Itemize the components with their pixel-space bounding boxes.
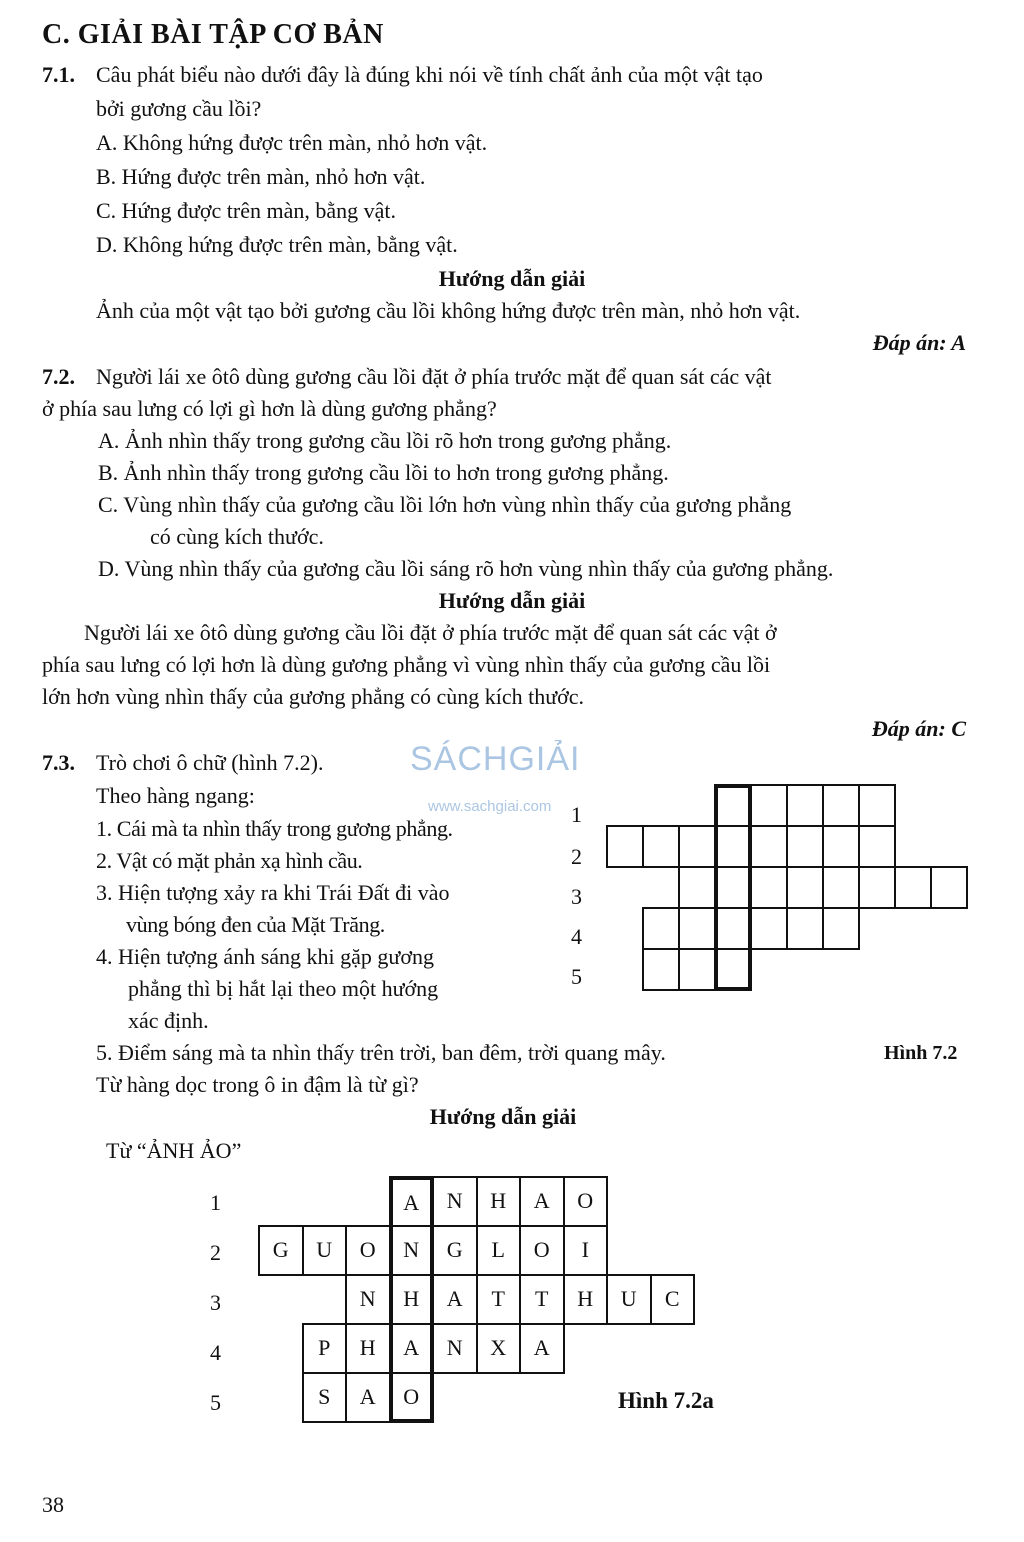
crossword-letter-cell: O bbox=[519, 1225, 565, 1276]
question-7-2-stem-line1: Người lái xe ôtô dùng gương cầu lồi đặt ở phía trước mặt để quan sát các vật bbox=[96, 364, 772, 389]
crossword-letter-cell: A bbox=[519, 1323, 565, 1374]
question-number-7-3: 7.3. bbox=[42, 750, 75, 775]
crossword-letter-cell: X bbox=[476, 1323, 522, 1374]
crossword-letter-cell: A bbox=[389, 1176, 435, 1227]
section-title: C. GIẢI BÀI TẬP CƠ BẢN bbox=[42, 19, 384, 50]
crossword-cell bbox=[822, 825, 860, 868]
crossword-letter-cell: A bbox=[389, 1323, 435, 1374]
answer-7-2: Đáp án: C bbox=[871, 716, 966, 741]
crossword-cell bbox=[642, 907, 680, 950]
crossword-cell bbox=[750, 866, 788, 909]
solution-7-1: Ảnh của một vật tạo bởi gương cầu lồi không hứng được trên màn, nhỏ hơn vật. bbox=[96, 298, 801, 323]
solution-7-2-line3: lớn hơn vùng nhìn thấy của gương phẳng có cùng kích thước. bbox=[42, 684, 585, 709]
question-7-2-stem-line2: ở phía sau lưng có lợi gì hơn là dùng gương phẳng? bbox=[42, 396, 497, 421]
watermark-url: www.sachgiai.com bbox=[428, 798, 552, 815]
crossword-letter-cell: T bbox=[519, 1274, 565, 1325]
crossword-letter-cell: U bbox=[606, 1274, 652, 1325]
crossword-letter-cell: N bbox=[389, 1225, 435, 1276]
question-7-2-option-a: A. Ảnh nhìn thấy trong gương cầu lồi rõ hơn trong gương phẳng. bbox=[98, 428, 672, 453]
crossword-letter-cell: A bbox=[519, 1176, 565, 1227]
crossword-cell bbox=[678, 866, 716, 909]
clue-2: 2. Vật có mặt phản xạ hình cầu. bbox=[96, 848, 363, 873]
crossword-letter-cell: S bbox=[302, 1372, 348, 1423]
question-number-7-2: 7.2. bbox=[42, 364, 75, 389]
crossword-cell bbox=[858, 784, 896, 827]
crossword-cell bbox=[642, 948, 680, 991]
row-number-4: 4 bbox=[571, 924, 582, 949]
crossword-cell bbox=[894, 866, 932, 909]
crossword-letter-cell: L bbox=[476, 1225, 522, 1276]
crossword-cell bbox=[822, 866, 860, 909]
row-number-3: 3 bbox=[571, 884, 582, 909]
crossword-cell bbox=[786, 866, 824, 909]
answer-7-1: Đáp án: A bbox=[872, 330, 966, 355]
answer-word: Từ “ẢNH ẢO” bbox=[106, 1138, 242, 1163]
crossword-cell bbox=[786, 907, 824, 950]
question-7-2-option-c-line2: có cùng kích thước. bbox=[150, 524, 324, 549]
clue-3-line1: 3. Hiện tượng xảy ra khi Trái Đất đi vào bbox=[96, 880, 450, 905]
question-7-1-option-d: D. Không hứng được trên màn, bằng vật. bbox=[96, 232, 458, 257]
answer-row-number-4: 4 bbox=[210, 1340, 221, 1365]
figure-caption-7-2a: Hình 7.2a bbox=[618, 1388, 714, 1413]
page-number: 38 bbox=[42, 1492, 64, 1517]
crossword-cell bbox=[822, 907, 860, 950]
question-7-1-option-a: A. Không hứng được trên màn, nhỏ hơn vật. bbox=[96, 130, 488, 155]
question-7-1-option-b: B. Hứng được trên màn, nhỏ hơn vật. bbox=[96, 164, 426, 189]
watermark-brand: SÁCHGIẢI bbox=[410, 740, 581, 778]
vertical-question: Từ hàng dọc trong ô in đậm là từ gì? bbox=[96, 1072, 419, 1097]
crossword-letter-cell: O bbox=[563, 1176, 609, 1227]
crossword-empty-grid bbox=[606, 784, 970, 990]
solution-7-2-line2: phía sau lưng có lợi hơn là dùng gương phẳng vì vùng nhìn thấy của gương cầu lồi bbox=[42, 652, 771, 677]
crossword-cell bbox=[750, 907, 788, 950]
clue-5: 5. Điểm sáng mà ta nhìn thấy trên trời, ban đêm, trời quang mây. bbox=[96, 1040, 666, 1065]
question-7-2-option-d: D. Vùng nhìn thấy của gương cầu lồi sáng rõ hơn vùng nhìn thấy của gương phẳng. bbox=[98, 556, 834, 581]
crossword-cell bbox=[678, 825, 716, 868]
crossword-cell bbox=[678, 907, 716, 950]
answer-row-number-5: 5 bbox=[210, 1390, 221, 1415]
question-7-2-option-c-line1: C. Vùng nhìn thấy của gương cầu lồi lớn hơn vùng nhìn thấy của gương phẳng bbox=[98, 492, 792, 517]
clue-4-line3: xác định. bbox=[128, 1008, 209, 1033]
guide-title-7-1: Hướng dẫn giải bbox=[438, 266, 586, 291]
crossword-letter-cell: N bbox=[432, 1176, 478, 1227]
crossword-cell bbox=[786, 825, 824, 868]
crossword-letter-cell: O bbox=[389, 1372, 435, 1423]
crossword-cell bbox=[786, 784, 824, 827]
crossword-letter-cell: H bbox=[476, 1176, 522, 1227]
crossword-letter-cell: C bbox=[650, 1274, 696, 1325]
row-number-5: 5 bbox=[571, 964, 582, 989]
row-number-2: 2 bbox=[571, 844, 582, 869]
question-number-7-1: 7.1. bbox=[42, 62, 75, 87]
clue-4-line2: phẳng thì bị hắt lại theo một hướng bbox=[128, 976, 439, 1001]
answer-row-number-3: 3 bbox=[210, 1290, 221, 1315]
crossword-letter-cell: U bbox=[302, 1225, 348, 1276]
figure-caption-7-2: Hình 7.2 bbox=[884, 1042, 958, 1064]
crossword-letter-cell: G bbox=[258, 1225, 304, 1276]
guide-title-7-2: Hướng dẫn giải bbox=[438, 588, 586, 613]
crossword-letter-cell: G bbox=[432, 1225, 478, 1276]
crossword-cell bbox=[822, 784, 860, 827]
crossword-cell bbox=[714, 784, 752, 827]
horizontal-heading: Theo hàng ngang: bbox=[96, 783, 255, 808]
crossword-letter-cell: A bbox=[432, 1274, 478, 1325]
question-7-2-option-b: B. Ảnh nhìn thấy trong gương cầu lồi to hơn trong gương phẳng. bbox=[98, 460, 669, 485]
guide-title-7-3: Hướng dẫn giải bbox=[429, 1104, 577, 1129]
crossword-letter-cell: N bbox=[345, 1274, 391, 1325]
crossword-cell bbox=[714, 825, 752, 868]
crossword-letter-cell: H bbox=[563, 1274, 609, 1325]
answer-row-number-1: 1 bbox=[210, 1190, 221, 1215]
question-7-1-option-c: C. Hứng được trên màn, bằng vật. bbox=[96, 198, 397, 223]
clue-4-line1: 4. Hiện tượng ánh sáng khi gặp gương bbox=[96, 944, 434, 969]
solution-7-2-line1: Người lái xe ôtô dùng gương cầu lồi đặt ở phía trước mặt để quan sát các vật ở bbox=[84, 620, 777, 645]
crossword-cell bbox=[930, 866, 968, 909]
crossword-letter-cell: H bbox=[345, 1323, 391, 1374]
crossword-cell bbox=[678, 948, 716, 991]
crossword-cell bbox=[642, 825, 680, 868]
crossword-letter-cell: T bbox=[476, 1274, 522, 1325]
clue-1: 1. Cái mà ta nhìn thấy trong gương phẳng. bbox=[96, 816, 453, 841]
crossword-letter-cell: N bbox=[432, 1323, 478, 1374]
crossword-letter-cell: O bbox=[345, 1225, 391, 1276]
crossword-cell bbox=[750, 784, 788, 827]
crossword-letter-cell: H bbox=[389, 1274, 435, 1325]
question-7-1-stem-line2: bởi gương cầu lồi? bbox=[96, 96, 262, 121]
crossword-letter-cell: P bbox=[302, 1323, 348, 1374]
clue-3-line2: vùng bóng đen của Mặt Trăng. bbox=[126, 912, 385, 937]
crossword-letter-cell: I bbox=[563, 1225, 609, 1276]
crossword-cell bbox=[714, 907, 752, 950]
crossword-cell bbox=[750, 825, 788, 868]
crossword-cell bbox=[714, 948, 752, 991]
question-7-3-stem: Trò chơi ô chữ (hình 7.2). bbox=[96, 750, 324, 775]
crossword-cell bbox=[858, 825, 896, 868]
crossword-letter-cell: A bbox=[345, 1372, 391, 1423]
answer-row-number-2: 2 bbox=[210, 1240, 221, 1265]
question-7-1-stem-line1: Câu phát biểu nào dưới đây là đúng khi nói về tính chất ảnh của một vật tạo bbox=[96, 62, 763, 87]
row-number-1: 1 bbox=[571, 802, 582, 827]
crossword-cell bbox=[858, 866, 896, 909]
crossword-cell bbox=[606, 825, 644, 868]
crossword-cell bbox=[714, 866, 752, 909]
